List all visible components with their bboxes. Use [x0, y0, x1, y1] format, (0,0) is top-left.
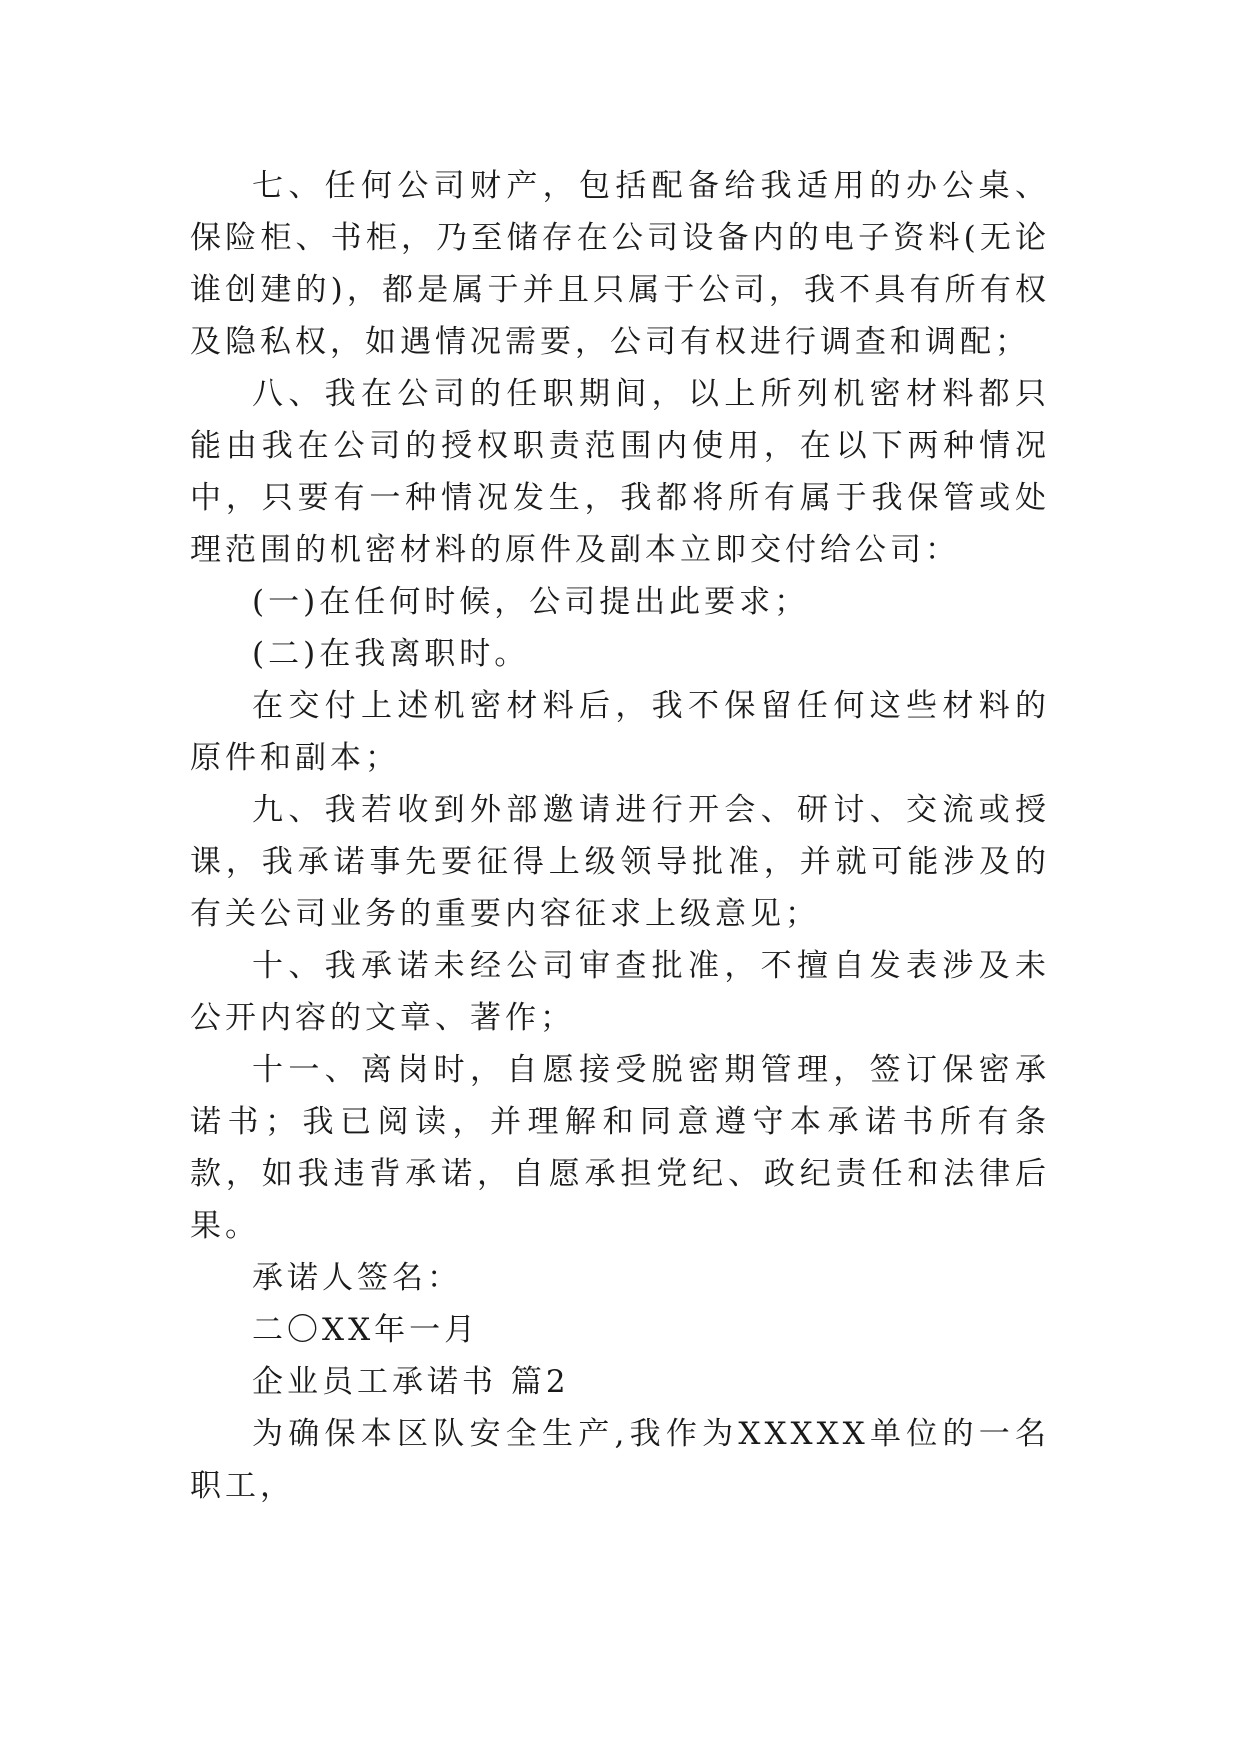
- paragraph-clause-8: 八、我在公司的任职期间，以上所列机密材料都只能由我在公司的授权职责范围内使用，在以下两种情况中，只要有一种情况发生，我都将所有属于我保管或处理范围的机密材料的原件及副本立即交付给公司：: [190, 376, 1050, 568]
- paragraph-clause-11: 十一、离岗时，自愿接受脱密期管理，签订保密承诺书；我已阅读，并理解和同意遵守本承诺书所有条款，如我违背承诺，自愿承担党纪、政纪责任和法律后果。: [190, 1052, 1050, 1244]
- paragraph-clause-7: 七、任何公司财产，包括配备给我适用的办公桌、保险柜、书柜，乃至储存在公司设备内的电子资料(无论谁创建的)，都是属于并且只属于公司，我不具有所有权及隐私权，如遇情况需要，公司有权进行调查和调配；: [190, 168, 1050, 360]
- paragraph-clause-9: 九、我若收到外部邀请进行开会、研讨、交流或授课，我承诺事先要征得上级领导批准，并就可能涉及的有关公司业务的重要内容征求上级意见；: [190, 792, 1050, 932]
- date-line: 二〇XX年一月: [252, 1312, 480, 1348]
- section-heading: 企业员工承诺书 篇2: [252, 1364, 570, 1400]
- signature-line: 承诺人签名：: [252, 1260, 462, 1296]
- paragraph-clause-10: 十、我承诺未经公司审查批准，不擅自发表涉及未公开内容的文章、著作；: [190, 948, 1050, 1036]
- document-body: [190, 160, 1050, 1512]
- paragraph-after-handover: 在交付上述机密材料后，我不保留任何这些材料的原件和副本；: [190, 688, 1050, 776]
- paragraph-intro: 为确保本区队安全生产,我作为XXXXX单位的一名职工，: [190, 1416, 1050, 1504]
- paragraph-clause-8-item-1: (一)在任何时候，公司提出此要求；: [252, 584, 810, 620]
- paragraph-clause-8-item-2: (二)在我离职时。: [252, 636, 530, 672]
